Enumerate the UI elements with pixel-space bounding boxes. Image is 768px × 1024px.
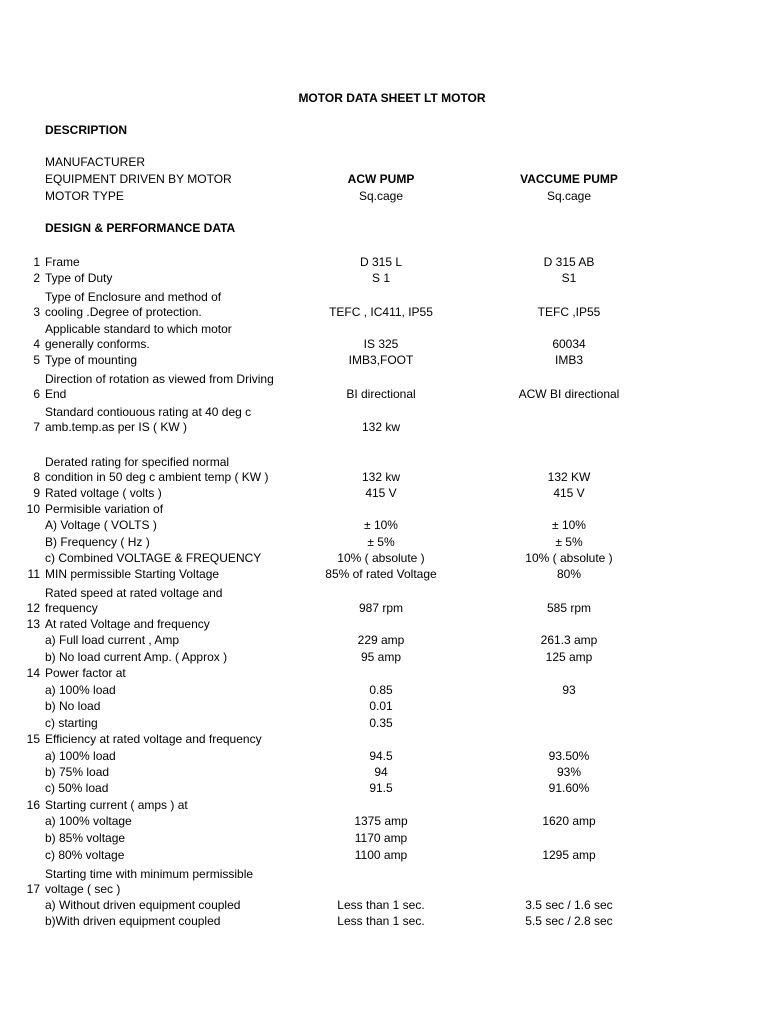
row-label: Rated speed at rated voltage and xyxy=(45,586,223,600)
row-label: cooling .Degree of protection. xyxy=(45,305,202,319)
row-value-c1: 132 kw xyxy=(361,420,401,434)
row-label: MIN permissible Starting Voltage xyxy=(45,567,220,581)
row-number: 13 xyxy=(26,617,40,631)
row-number: 9 xyxy=(33,486,40,500)
row-label: End xyxy=(45,387,67,401)
row-label: b) No load current Amp. ( Approx ) xyxy=(45,650,228,664)
row-value-c1: 987 rpm xyxy=(358,601,404,615)
row-value-c2: D 315 AB xyxy=(543,255,595,269)
description-value-c1: ACW PUMP xyxy=(347,172,415,186)
row-value-c2: 125 amp xyxy=(545,650,593,664)
section-heading-design: DESIGN & PERFORMANCE DATA xyxy=(45,221,236,235)
row-value-c1: 95 amp xyxy=(360,650,402,664)
row-number: 16 xyxy=(26,798,40,812)
section-heading-description: DESCRIPTION xyxy=(45,123,128,137)
row-value-c2: 132 KW xyxy=(547,470,591,484)
row-label: Starting time with minimum permissible xyxy=(45,867,254,881)
row-label: c) 80% voltage xyxy=(45,848,125,862)
row-label: b) 75% load xyxy=(45,765,110,779)
row-value-c1: D 315 L xyxy=(359,255,403,269)
row-label: c) Combined VOLTAGE & FREQUENCY xyxy=(45,551,262,565)
row-value-c2: 5.5 sec / 2.8 sec xyxy=(525,914,613,928)
row-value-c1: 415 V xyxy=(365,486,397,500)
row-value-c1: BI directional xyxy=(346,387,416,401)
row-label: a) Full load current , Amp xyxy=(45,633,180,647)
row-label: a) 100% load xyxy=(45,749,116,763)
row-label: At rated Voltage and frequency xyxy=(45,617,210,631)
row-value-c1: IMB3,FOOT xyxy=(348,353,414,367)
row-value-c1: 94.5 xyxy=(369,749,393,763)
row-value-c2: 80% xyxy=(556,567,582,581)
row-value-c2: 3.5 sec / 1.6 sec xyxy=(525,898,613,912)
row-value-c2: 93 xyxy=(562,683,576,697)
row-label: Derated rating for specified normal xyxy=(45,455,230,469)
row-value-c1: 1375 amp xyxy=(354,814,408,828)
row-value-c1: ± 5% xyxy=(367,535,395,549)
row-number: 6 xyxy=(33,387,40,401)
row-number: 7 xyxy=(33,420,40,434)
row-value-c2: 1295 amp xyxy=(542,848,596,862)
row-value-c2: ± 10% xyxy=(552,518,586,532)
row-label: Starting current ( amps ) at xyxy=(45,798,188,812)
row-label: Rated voltage ( volts ) xyxy=(45,486,162,500)
row-value-c1: 91.5 xyxy=(369,781,393,795)
row-value-c2: IMB3 xyxy=(554,353,583,367)
row-value-c1: ± 10% xyxy=(364,518,398,532)
row-label: voltage ( sec ) xyxy=(45,882,121,896)
row-label: condition in 50 deg c ambient temp ( KW ) xyxy=(45,470,269,484)
row-label: amb.temp.as per IS ( KW ) xyxy=(45,420,188,434)
row-label: Power factor at xyxy=(45,666,126,680)
row-value-c2: 91.60% xyxy=(548,781,590,795)
row-value-c2: S1 xyxy=(561,271,577,285)
row-label: a) 100% voltage xyxy=(45,814,132,828)
description-value-c2: Sq.cage xyxy=(546,189,592,203)
row-number: 17 xyxy=(26,882,40,896)
row-value-c1: 0.85 xyxy=(369,683,393,697)
row-number: 4 xyxy=(33,337,40,351)
row-label: Type of mounting xyxy=(45,353,138,367)
row-label: B) Frequency ( Hz ) xyxy=(45,535,150,549)
row-label: Frame xyxy=(45,255,80,269)
row-value-c1: 1100 amp xyxy=(354,848,408,862)
row-number: 12 xyxy=(26,601,40,615)
row-value-c1: 94 xyxy=(374,765,388,779)
row-value-c1: 0.01 xyxy=(369,699,393,713)
row-number: 5 xyxy=(33,353,40,367)
row-value-c1: 229 amp xyxy=(357,633,405,647)
row-label: b) No load xyxy=(45,699,101,713)
row-value-c2: 60034 xyxy=(552,337,586,351)
row-value-c2: 93.50% xyxy=(548,749,590,763)
row-value-c2: ± 5% xyxy=(555,535,583,549)
page-title: MOTOR DATA SHEET LT MOTOR xyxy=(298,91,486,105)
row-number: 14 xyxy=(26,666,40,680)
row-number: 2 xyxy=(33,271,40,285)
row-label: b)With driven equipment coupled xyxy=(45,914,221,928)
row-label: a) 100% load xyxy=(45,683,116,697)
row-number: 8 xyxy=(33,470,40,484)
row-value-c2: 93% xyxy=(556,765,582,779)
row-number: 3 xyxy=(33,305,40,319)
description-value-c1: Sq.cage xyxy=(358,189,404,203)
row-label: a) Without driven equipment coupled xyxy=(45,898,241,912)
row-label: Standard contiouous rating at 40 deg c xyxy=(45,405,252,419)
row-label: c) starting xyxy=(45,716,98,730)
row-value-c1: TEFC , IC411, IP55 xyxy=(329,305,433,319)
row-label: A) Voltage ( VOLTS ) xyxy=(45,518,157,532)
row-value-c2: ACW BI directional xyxy=(518,387,620,401)
row-value-c1: 0.35 xyxy=(369,716,393,730)
row-value-c2: 10% ( absolute ) xyxy=(525,551,613,565)
row-value-c2: 1620 amp xyxy=(542,814,596,828)
description-label: EQUIPMENT DRIVEN BY MOTOR xyxy=(45,172,232,186)
description-label: MOTOR TYPE xyxy=(45,189,124,203)
row-label: Direction of rotation as viewed from Driving xyxy=(45,372,274,386)
row-value-c1: S 1 xyxy=(371,271,390,285)
row-label: c) 50% load xyxy=(45,781,109,795)
row-label: b) 85% voltage xyxy=(45,831,126,845)
row-label: frequency xyxy=(45,601,98,615)
row-value-c2: 261.3 amp xyxy=(540,633,598,647)
description-value-c2: VACCUME PUMP xyxy=(520,172,618,186)
description-label: MANUFACTURER xyxy=(45,155,146,169)
row-value-c1: Less than 1 sec. xyxy=(337,914,425,928)
row-number: 11 xyxy=(27,567,40,581)
row-value-c2: 585 rpm xyxy=(546,601,592,615)
row-value-c1: 10% ( absolute ) xyxy=(337,551,425,565)
row-value-c1: 85% of rated Voltage xyxy=(325,567,437,581)
row-label: Applicable standard to which motor xyxy=(45,322,232,336)
row-label: Permisible variation of xyxy=(45,502,164,516)
row-number: 1 xyxy=(33,255,40,269)
row-value-c2: TEFC ,IP55 xyxy=(537,305,601,319)
row-number: 10 xyxy=(26,502,40,516)
row-value-c1: Less than 1 sec. xyxy=(337,898,425,912)
row-number: 15 xyxy=(26,732,40,746)
row-value-c1: 1170 amp xyxy=(354,831,408,845)
row-label: Type of Enclosure and method of xyxy=(45,290,222,304)
row-label: generally conforms. xyxy=(45,337,150,351)
row-value-c2: 415 V xyxy=(553,486,585,500)
row-value-c1: 132 kw xyxy=(361,470,401,484)
row-label: Efficiency at rated voltage and frequency xyxy=(45,732,262,746)
row-label: Type of Duty xyxy=(45,271,113,285)
row-value-c1: IS 325 xyxy=(363,337,399,351)
